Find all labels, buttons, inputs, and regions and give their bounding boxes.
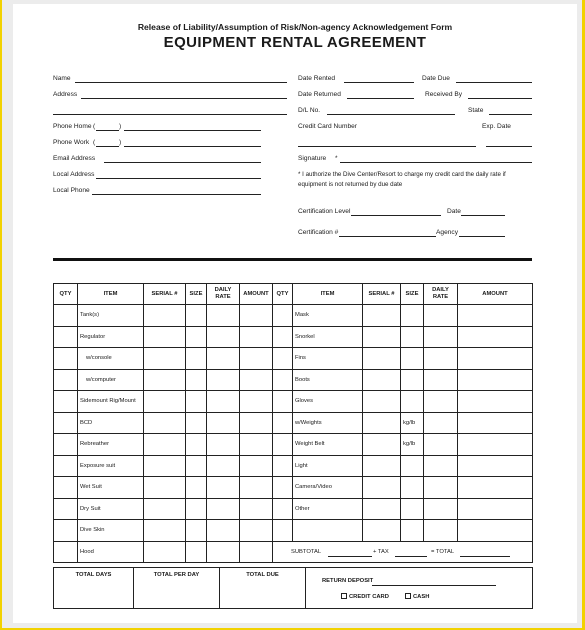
- serial-cell[interactable]: [363, 348, 401, 370]
- address-label: Address: [53, 91, 78, 98]
- name-label: Name: [53, 75, 71, 82]
- serial-cell[interactable]: [144, 455, 186, 477]
- size-header: SIZE: [186, 284, 207, 305]
- size-cell[interactable]: [401, 391, 424, 413]
- qty-cell[interactable]: [273, 326, 293, 348]
- received-by-field[interactable]: [468, 98, 532, 99]
- item-cell: Other: [293, 498, 363, 520]
- qty-cell[interactable]: [54, 455, 78, 477]
- size-cell[interactable]: [401, 412, 424, 434]
- serial-cell[interactable]: [363, 477, 401, 499]
- date-returned-label: Date Returned: [298, 91, 341, 98]
- serial-cell[interactable]: [144, 434, 186, 456]
- phone-work-paren-open: (: [93, 139, 96, 146]
- serial-header: SERIAL #: [363, 284, 401, 305]
- size-cell[interactable]: [401, 498, 424, 520]
- address-field-line2[interactable]: [53, 114, 287, 115]
- daily-label: DAILY: [214, 287, 232, 293]
- item-cell: Exposure suit: [78, 455, 144, 477]
- table-row: [54, 391, 533, 413]
- signature-field[interactable]: [340, 162, 532, 163]
- amount-cell[interactable]: [240, 391, 273, 413]
- item-cell: Boots: [293, 369, 363, 391]
- serial-cell[interactable]: [144, 369, 186, 391]
- daily-rate-cell[interactable]: [207, 455, 240, 477]
- state-field[interactable]: [489, 114, 532, 115]
- total-due-cell[interactable]: [220, 568, 306, 609]
- daily-rate-cell[interactable]: [424, 455, 458, 477]
- table-row: [54, 369, 533, 391]
- unit-label: kg/lb: [403, 419, 416, 426]
- size-cell[interactable]: [401, 326, 424, 348]
- daily-rate-cell[interactable]: [207, 412, 240, 434]
- daily-rate-cell[interactable]: [424, 520, 458, 542]
- item-cell: Mask: [293, 305, 363, 327]
- amount-cell[interactable]: [458, 455, 533, 477]
- agency-field[interactable]: [459, 236, 505, 237]
- cert-date-field[interactable]: [461, 215, 505, 216]
- serial-cell[interactable]: [363, 434, 401, 456]
- exp-date-label: Exp. Date: [482, 123, 511, 130]
- total-days-label: TOTAL DAYS: [75, 572, 112, 578]
- date-rented-field[interactable]: [344, 82, 414, 83]
- return-deposit-label: RETURN DEPOSIT: [322, 578, 374, 584]
- size-cell[interactable]: [186, 455, 207, 477]
- cash-checkbox[interactable]: [405, 593, 411, 599]
- qty-cell[interactable]: [273, 305, 293, 327]
- phone-home-field[interactable]: [124, 130, 261, 131]
- credit-card-label: Credit Card Number: [298, 123, 357, 130]
- amount-cell[interactable]: [458, 326, 533, 348]
- phone-home-paren-open: (: [93, 123, 96, 130]
- equals-total-label: = TOTAL: [431, 548, 455, 555]
- qty-cell[interactable]: [54, 326, 78, 348]
- size-cell[interactable]: [401, 455, 424, 477]
- subtotal-field[interactable]: [328, 556, 372, 557]
- size-cell[interactable]: [186, 326, 207, 348]
- credit-card-checkbox[interactable]: [341, 593, 347, 599]
- qty-cell[interactable]: [273, 434, 293, 456]
- size-cell[interactable]: [186, 391, 207, 413]
- authorize-text-line2: equipment is not returned by due date: [298, 181, 403, 188]
- amount-cell[interactable]: [240, 434, 273, 456]
- size-cell[interactable]: [401, 520, 424, 542]
- amount-cell[interactable]: [240, 305, 273, 327]
- cert-number-label: Certification #: [298, 229, 339, 236]
- serial-cell[interactable]: [144, 326, 186, 348]
- phone-home-label: Phone Home: [53, 123, 92, 130]
- table-row: [54, 520, 533, 542]
- size-cell[interactable]: [401, 348, 424, 370]
- table-header-row: [54, 284, 533, 305]
- item-cell: Tank(s): [78, 305, 144, 327]
- qty-cell[interactable]: [273, 391, 293, 413]
- table-row: [54, 434, 533, 456]
- cash-option-label: CASH: [413, 594, 430, 600]
- qty-cell[interactable]: [273, 477, 293, 499]
- rate-label: RATE: [432, 294, 449, 300]
- tax-field[interactable]: [395, 556, 427, 557]
- agency-label: Agency: [436, 229, 458, 236]
- item-cell: Snorkel: [293, 326, 363, 348]
- return-deposit-field[interactable]: [372, 585, 496, 586]
- amount-cell[interactable]: [458, 520, 533, 542]
- table-row: [54, 455, 533, 477]
- date-rented-label: Date Rented: [298, 75, 336, 82]
- size-header: SIZE: [401, 284, 424, 305]
- item-cell: [293, 520, 363, 542]
- size-cell[interactable]: [401, 477, 424, 499]
- cert-number-field[interactable]: [339, 236, 436, 237]
- exp-date-field[interactable]: [486, 146, 532, 147]
- return-deposit-cell: [306, 568, 533, 609]
- table-row: [54, 326, 533, 348]
- subtotal-label: SUBTOTAL: [291, 548, 322, 555]
- qty-cell[interactable]: [54, 498, 78, 520]
- daily-rate-header: [424, 284, 458, 305]
- qty-cell[interactable]: [54, 305, 78, 327]
- amount-cell[interactable]: [240, 412, 273, 434]
- item-cell: Fins: [293, 348, 363, 370]
- daily-rate-cell[interactable]: [207, 348, 240, 370]
- total-field[interactable]: [460, 556, 510, 557]
- item-cell: Dive Skin: [78, 520, 144, 542]
- size-cell[interactable]: [186, 305, 207, 327]
- address-field[interactable]: [81, 98, 287, 99]
- daily-rate-cell[interactable]: [207, 520, 240, 542]
- phone-work-paren-close: ): [119, 139, 122, 146]
- table-row: [54, 305, 533, 327]
- item-cell: Wet Suit: [78, 477, 144, 499]
- cert-date-label: Date: [447, 208, 461, 215]
- daily-rate-cell[interactable]: [207, 305, 240, 327]
- daily-rate-cell[interactable]: [424, 369, 458, 391]
- table-row: [54, 348, 533, 370]
- qty-cell[interactable]: [54, 434, 78, 456]
- amount-cell[interactable]: [458, 477, 533, 499]
- amount-cell[interactable]: [458, 391, 533, 413]
- amount-cell[interactable]: [458, 434, 533, 456]
- size-cell[interactable]: [186, 498, 207, 520]
- daily-rate-cell[interactable]: [207, 477, 240, 499]
- serial-cell[interactable]: [144, 541, 186, 563]
- phone-work-field[interactable]: [124, 146, 261, 147]
- cash-option[interactable]: [405, 593, 429, 600]
- serial-cell[interactable]: [144, 412, 186, 434]
- qty-cell[interactable]: [54, 477, 78, 499]
- daily-rate-cell[interactable]: [424, 434, 458, 456]
- amount-cell[interactable]: [240, 369, 273, 391]
- equipment-table-body: [54, 305, 533, 563]
- phone-work-label: Phone Work: [53, 139, 90, 146]
- daily-rate-cell[interactable]: [424, 326, 458, 348]
- local-address-field[interactable]: [96, 178, 261, 179]
- serial-cell[interactable]: [144, 305, 186, 327]
- amount-header: AMOUNT: [240, 284, 273, 305]
- table-row: [54, 498, 533, 520]
- daily-rate-cell[interactable]: [424, 477, 458, 499]
- amount-cell[interactable]: [458, 369, 533, 391]
- subtotal-cell: [273, 541, 533, 563]
- document-frame: [2, 0, 582, 628]
- daily-rate-cell[interactable]: [207, 541, 240, 563]
- plus-tax-label: + TAX: [373, 548, 389, 555]
- table-row: [54, 477, 533, 499]
- phone-home-area-code-field[interactable]: [96, 130, 119, 131]
- date-due-label: Date Due: [422, 75, 450, 82]
- serial-header: SERIAL #: [144, 284, 186, 305]
- credit-card-field[interactable]: [298, 146, 476, 147]
- item-cell: Gloves: [293, 391, 363, 413]
- received-by-label: Received By: [425, 91, 463, 98]
- size-cell[interactable]: [186, 412, 207, 434]
- signature-asterisk: *: [335, 155, 338, 162]
- size-cell[interactable]: [186, 434, 207, 456]
- item-cell: Sidemount Rig/Mount: [78, 391, 144, 413]
- daily-rate-cell[interactable]: [424, 348, 458, 370]
- daily-label: DAILY: [432, 287, 449, 293]
- amount-cell[interactable]: [458, 348, 533, 370]
- item-cell: Dry Suit: [78, 498, 144, 520]
- amount-cell[interactable]: [240, 520, 273, 542]
- item-cell: Weight Belt: [293, 434, 363, 456]
- amount-cell[interactable]: [458, 412, 533, 434]
- amount-cell[interactable]: [458, 305, 533, 327]
- qty-cell[interactable]: [273, 498, 293, 520]
- amount-cell[interactable]: [458, 498, 533, 520]
- state-label: State: [468, 107, 484, 114]
- qty-cell[interactable]: [54, 369, 78, 391]
- amount-cell[interactable]: [240, 477, 273, 499]
- daily-rate-header: [207, 284, 240, 305]
- total-per-day-cell[interactable]: [134, 568, 220, 609]
- qty-cell[interactable]: [54, 541, 78, 563]
- serial-cell[interactable]: [363, 391, 401, 413]
- credit-card-option[interactable]: [341, 593, 389, 600]
- amount-header: AMOUNT: [458, 284, 533, 305]
- email-label: Email Address: [53, 155, 96, 162]
- serial-cell[interactable]: [144, 477, 186, 499]
- daily-rate-cell[interactable]: [207, 369, 240, 391]
- qty-cell[interactable]: [54, 348, 78, 370]
- size-cell[interactable]: [401, 434, 424, 456]
- local-address-label: Local Address: [53, 171, 95, 178]
- table-row: [54, 412, 533, 434]
- daily-rate-cell[interactable]: [424, 412, 458, 434]
- date-returned-field[interactable]: [347, 98, 414, 99]
- email-field[interactable]: [104, 162, 261, 163]
- daily-rate-cell[interactable]: [424, 391, 458, 413]
- qty-cell[interactable]: [273, 369, 293, 391]
- section-divider: [53, 258, 532, 261]
- serial-cell[interactable]: [363, 520, 401, 542]
- total-per-day-label: TOTAL PER DAY: [153, 572, 200, 578]
- daily-rate-cell[interactable]: [207, 498, 240, 520]
- local-phone-label: Local Phone: [53, 187, 90, 194]
- qty-cell[interactable]: [54, 391, 78, 413]
- item-cell: BCD: [78, 412, 144, 434]
- summary-table: [53, 567, 533, 609]
- amount-cell[interactable]: [240, 326, 273, 348]
- qty-cell[interactable]: [273, 348, 293, 370]
- item-cell: Rebreather: [78, 434, 144, 456]
- dl-no-label: D/L No.: [298, 107, 321, 114]
- amount-cell[interactable]: [240, 455, 273, 477]
- serial-cell[interactable]: [144, 520, 186, 542]
- dl-no-field[interactable]: [327, 114, 455, 115]
- amount-cell[interactable]: [240, 348, 273, 370]
- authorize-text-line1: * I authorize the Dive Center/Resort to charge my credit card the daily rate if: [298, 171, 506, 178]
- serial-cell[interactable]: [363, 412, 401, 434]
- serial-cell[interactable]: [363, 498, 401, 520]
- form-subtitle: Release of Liability/Assumption of Risk/Non-agency Acknowledgement Form: [137, 22, 453, 32]
- daily-rate-cell[interactable]: [207, 326, 240, 348]
- serial-cell[interactable]: [363, 455, 401, 477]
- daily-rate-cell[interactable]: [207, 391, 240, 413]
- serial-cell[interactable]: [363, 305, 401, 327]
- qty-header: QTY: [54, 284, 78, 305]
- item-cell: w/Weights: [293, 412, 363, 434]
- serial-cell[interactable]: [363, 369, 401, 391]
- rate-label: RATE: [215, 294, 231, 300]
- serial-cell[interactable]: [144, 498, 186, 520]
- total-due-label: TOTAL DUE: [246, 572, 279, 578]
- qty-header: QTY: [273, 284, 293, 305]
- daily-rate-cell[interactable]: [424, 498, 458, 520]
- qty-cell[interactable]: [54, 520, 78, 542]
- serial-cell[interactable]: [144, 348, 186, 370]
- qty-cell[interactable]: [273, 412, 293, 434]
- qty-cell[interactable]: [54, 412, 78, 434]
- size-cell[interactable]: [186, 477, 207, 499]
- phone-work-area-code-field[interactable]: [96, 146, 119, 147]
- size-cell[interactable]: [401, 305, 424, 327]
- signature-label: Signature: [298, 155, 327, 162]
- daily-rate-cell[interactable]: [424, 305, 458, 327]
- item-header: ITEM: [293, 284, 363, 305]
- item-cell: Hood: [78, 541, 144, 563]
- amount-cell[interactable]: [240, 498, 273, 520]
- size-cell[interactable]: [186, 369, 207, 391]
- credit-card-option-label: CREDIT CARD: [349, 594, 389, 600]
- item-cell: w/console: [78, 348, 144, 370]
- serial-cell[interactable]: [144, 391, 186, 413]
- qty-cell[interactable]: [273, 455, 293, 477]
- cert-level-label: Certification Level: [298, 208, 351, 215]
- form-page: [13, 4, 577, 623]
- qty-cell[interactable]: [273, 520, 293, 542]
- amount-cell[interactable]: [240, 541, 273, 563]
- equipment-table: [53, 283, 533, 563]
- size-cell[interactable]: [401, 369, 424, 391]
- item-cell: w/computer: [78, 369, 144, 391]
- table-row: [54, 541, 533, 563]
- serial-cell[interactable]: [363, 326, 401, 348]
- size-cell[interactable]: [186, 348, 207, 370]
- date-due-field[interactable]: [456, 82, 532, 83]
- item-cell: Regulator: [78, 326, 144, 348]
- total-days-cell[interactable]: [54, 568, 134, 609]
- form-title: EQUIPMENT RENTAL AGREEMENT: [163, 34, 427, 51]
- name-field[interactable]: [75, 82, 287, 83]
- item-cell: Camera/Video: [293, 477, 363, 499]
- size-cell[interactable]: [186, 541, 207, 563]
- size-cell[interactable]: [186, 520, 207, 542]
- unit-label: kg/lb: [403, 441, 416, 448]
- cert-level-field[interactable]: [351, 215, 441, 216]
- phone-home-paren-close: ): [119, 123, 122, 130]
- item-header: ITEM: [78, 284, 144, 305]
- item-cell: Light: [293, 455, 363, 477]
- local-phone-field[interactable]: [92, 194, 261, 195]
- daily-rate-cell[interactable]: [207, 434, 240, 456]
